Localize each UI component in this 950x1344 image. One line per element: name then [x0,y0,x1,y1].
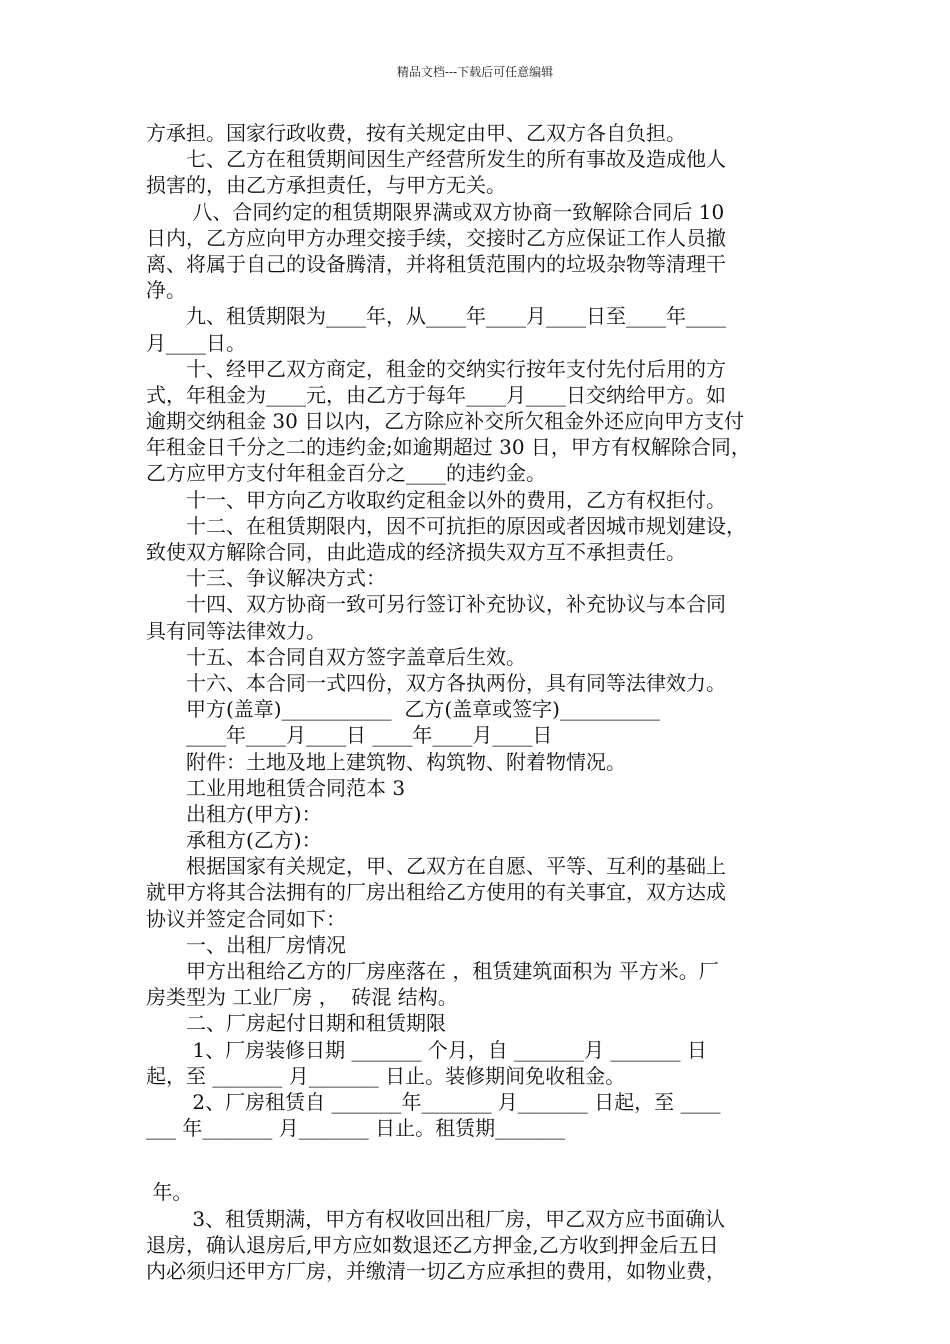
text-line: 十五、本合同自双方签字盖章后生效。 [146,644,526,669]
text-line: 致使双方解除合同，由此造成的经济损失双方互不承担责任。 [146,540,686,564]
text-line: 损害的，由乙方承担责任，与甲方无关。 [146,173,506,198]
text-line: 根据国家有关规定，甲、乙双方在自愿、平等、互利的基础上 [146,854,726,879]
text-line: 日内，乙方应向甲方办理交接手续，交接时乙方应保证工作人员撤 [146,225,726,250]
text-line: 1、厂房装修日期 _______ 个月，自 _______月 _______ 日 [146,1037,707,1062]
text-line: 年。 [146,1180,193,1205]
text-line: 离、将属于自己的设备腾清，并将租赁范围内的垃圾杂物等清理干 [146,251,726,276]
page-header: 精品文档---下载后可任意编辑 [396,65,554,79]
text-line: 二、厂房起付日期和租赁期限 [146,1011,446,1036]
text-line: 七、乙方在租赁期间因生产经营所发生的所有事故及造成他人 [146,147,726,172]
section-title: 工业用地租赁合同范本 3 [146,775,406,800]
text-line: 式，年租金为____元，由乙方于每年____月____日交纳给甲方。如 [146,382,726,407]
text-line: 逾期交纳租金 30 日以内，乙方除应补交所欠租金外还应向甲方支付 [146,409,745,434]
text-line: 十二、在租赁期限内，因不可抗拒的原因或者因城市规划建设， [146,513,746,538]
text-line: 内必须归还甲方厂房，并缴清一切乙方应承担的费用，如物业费， [146,1258,726,1283]
text-line: 2、厂房租赁自 _______年_______ 月_______ 日起，至 ____ [146,1089,721,1114]
text-line: 十一、甲方向乙方收取约定租金以外的费用，乙方有权拒付。 [146,487,726,512]
text-line: 净。 [146,278,186,303]
text-line: 房类型为 工业厂房 ， 砖混 结构。 [146,985,458,1010]
text-line: 退房，确认退房后,甲方应如数退还乙方押金,乙方收到押金后五日 [146,1232,719,1257]
text-line: 九、租赁期限为____年，从____年____月____日至____年____ [146,304,726,329]
text-line: 出租方(甲方)： [146,801,322,826]
text-line: 乙方应甲方支付年租金百分之____的违约金。 [146,461,546,486]
text-line: 十六、本合同一式四份，双方各执两份，具有同等法律效力。 [146,670,726,695]
paragraph-gap [146,1141,810,1179]
contract-body [146,120,810,1284]
text-line: 具有同等法律效力。 [146,618,326,643]
text-line: 甲方出租给乙方的厂房座落在 ，租赁建筑面积为 平方米。厂 [146,959,719,983]
text-line: 协议并签定合同如下： [146,906,346,931]
text-line: 承租方(乙方)： [146,828,322,853]
text-line: 十、经甲乙双方商定，租金的交纳实行按年支付先付后用的方 [146,356,726,381]
text-line: 3、租赁期满，甲方有权收回出租厂房，甲乙双方应书面确认 [146,1206,726,1231]
date-line: ____年____月____日 ____年____月____日 [146,723,553,748]
text-line: 十四、双方协商一致可另行签订补充协议，补充协议与本合同 [146,592,726,617]
text-line: ___ 年_______ 月_______ 日止。租赁期_______ [146,1116,566,1141]
text-line: 起，至 _______ 月_______ 日止。装修期间免收租金。 [146,1063,626,1088]
text-line: 方承担。国家行政收费，按有关规定由甲、乙双方各自负担。 [146,121,686,145]
text-line: 附件：土地及地上建筑物、构筑物、附着物情况。 [146,749,626,774]
text-line: 年租金日千分之二的违约金;如逾期超过 30 日，甲方有权解除合同， [146,435,751,460]
text-line: 十三、争议解决方式： [146,566,386,591]
text-line: 就甲方将其合法拥有的厂房出租给乙方使用的有关事宜，双方达成 [146,880,726,905]
text-line: 八、合同约定的租赁期限界满或双方协商一致解除合同后 10 [146,199,725,224]
text-line: 一、出租厂房情况 [146,932,346,957]
signature-line: 甲方(盖章)___________ 乙方(盖章或签字)__________ [146,697,660,722]
text-line: 月____日。 [146,330,246,355]
